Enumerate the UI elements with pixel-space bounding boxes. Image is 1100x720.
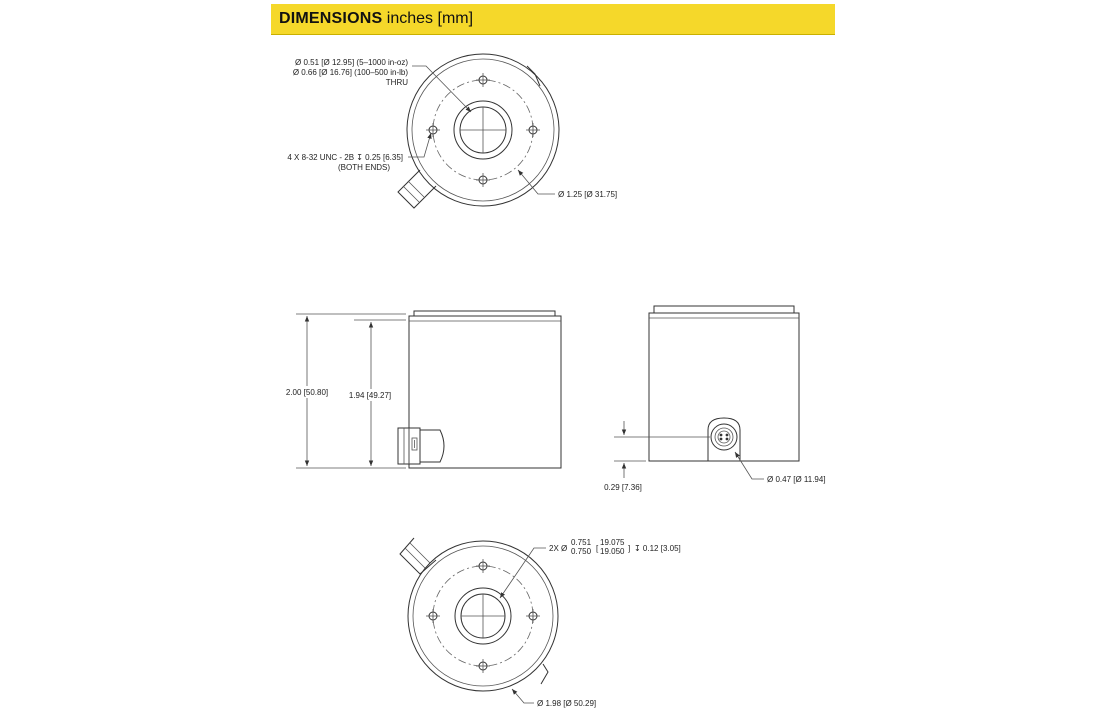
pilot-in-min: 0.750	[571, 547, 592, 556]
top-view-bore-label-2: Ø 0.66 [Ø 16.76] (100–500 in-lb)	[292, 68, 408, 77]
connector-dia-label: Ø 0.47 [Ø 11.94]	[767, 475, 826, 484]
top-view-connector	[398, 170, 436, 208]
side-view-connector	[398, 428, 444, 464]
side-view	[283, 311, 561, 468]
pilot-mm-min: 19.050	[600, 547, 625, 556]
body-dia-label: Ø 1.98 [Ø 50.29]	[537, 699, 597, 708]
top-view-bore-label-1: Ø 0.51 [Ø 12.95] (5–1000 in-oz)	[295, 58, 408, 67]
bottom-view-bolt-hole-left	[426, 609, 440, 623]
bottom-view-bolt-hole-right	[526, 609, 540, 623]
overall-height-label: 2.00 [50.80]	[285, 388, 329, 397]
bottom-view-bolt-hole-bottom	[476, 659, 490, 673]
body-height-label: 1.94 [49.27]	[348, 391, 392, 400]
top-view-bolt-hole-left	[426, 123, 440, 137]
pilot-prefix-label: 2X Ø	[549, 544, 568, 553]
bottom-view-bolt-hole-top	[476, 559, 490, 573]
bottom-view	[400, 538, 681, 708]
side-view-body	[409, 316, 561, 468]
pilot-bracket-open: [	[596, 544, 599, 553]
pilot-mm-max: 19.075	[600, 538, 625, 547]
pilot-in-max: 0.751	[571, 538, 592, 547]
end-view	[604, 306, 825, 492]
end-view-connector	[708, 418, 740, 461]
top-view-bore-label-3: THRU	[385, 78, 408, 87]
connector-offset-label: 0.29 [7.36]	[604, 483, 642, 492]
bottom-view-connector	[400, 538, 436, 574]
section-title-bold: DIMENSIONS	[279, 10, 383, 27]
top-view-tap-label-1: 4 X 8-32 UNC - 2B ↧ 0.25 [6.35]	[287, 153, 403, 162]
top-view-bolt-hole-top	[476, 73, 490, 87]
pilot-bracket-close: ]	[628, 544, 631, 553]
top-view-bolt-circle-label: Ø 1.25 [Ø 31.75]	[558, 190, 618, 199]
pilot-depth-label: ↧ 0.12 [3.05]	[634, 544, 681, 553]
section-title-units: inches [mm]	[386, 10, 474, 27]
top-view-tap-label-2: (BOTH ENDS)	[338, 163, 390, 172]
top-view	[287, 54, 617, 208]
top-view-bolt-hole-right	[526, 123, 540, 137]
end-view-body	[649, 313, 799, 461]
top-view-bolt-hole-bottom	[476, 173, 490, 187]
